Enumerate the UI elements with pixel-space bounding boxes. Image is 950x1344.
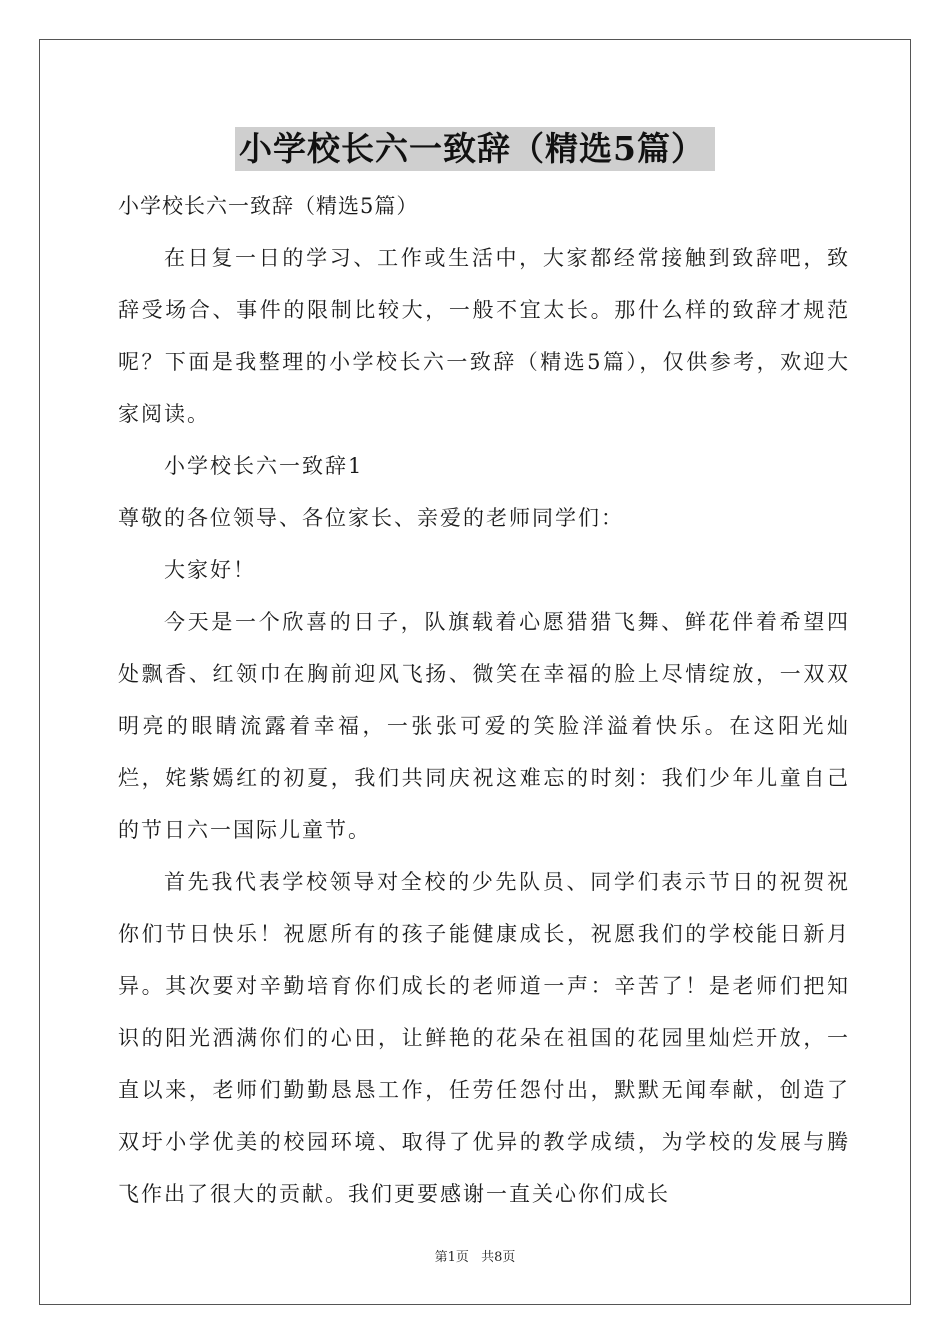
intro-paragraph: 在日复一日的学习、工作或生活中，大家都经常接触到致辞吧，致辞受场合、事件的限制比较大，一般不宜太长。那什么样的致辞才规范呢？下面是我整理的小学校长六一致辞（精选5篇），仅供参考，欢迎大家阅读。 <box>118 246 850 426</box>
page-number: 第1页 <box>434 1250 469 1265</box>
document-subtitle: 小学校长六一致辞（精选5篇） <box>118 194 419 218</box>
greeting: 大家好！ <box>164 558 256 582</box>
document-title: 小学校长六一致辞（精选5篇） <box>235 127 715 171</box>
section-heading: 小学校长六一致辞1 <box>164 454 364 478</box>
body-paragraph-1: 今天是一个欣喜的日子，队旗载着心愿猎猎飞舞、鲜花伴着希望四处飘香、红领巾在胸前迎风飞扬、微笑在幸福的脸上尽情绽放，一双双明亮的眼睛流露着幸福，一张张可爱的笑脸洋溢着快乐。在这阳光灿烂，姹紫嫣红的初夏，我们共同庆祝这难忘的时刻：我们少年儿童自己的节日六一国际儿童节。 <box>118 610 850 842</box>
body-paragraph-2: 首先我代表学校领导对全校的少先队员、同学们表示节日的祝贺祝你们节日快乐！祝愿所有的孩子能健康成长，祝愿我们的学校能日新月异。其次要对辛勤培育你们成长的老师道一声：辛苦了！是老师们把知识的阳光洒满你们的心田，让鲜艳的花朵在祖国的花园里灿烂开放，一直以来，老师们勤勤恳恳工作，任劳任怨付出，默默无闻奉献，创造了双圩小学优美的校园环境、取得了优异的教学成绩，为学校的发展与腾飞作出了很大的贡献。我们更要感谢一直关心你们成长 <box>118 870 850 1206</box>
document-body <box>118 180 850 1220</box>
total-pages: 共8页 <box>481 1250 516 1265</box>
salutation: 尊敬的各位领导、各位家长、亲爱的老师同学们： <box>118 506 624 530</box>
page-footer <box>0 1246 950 1265</box>
title-container <box>0 127 950 171</box>
